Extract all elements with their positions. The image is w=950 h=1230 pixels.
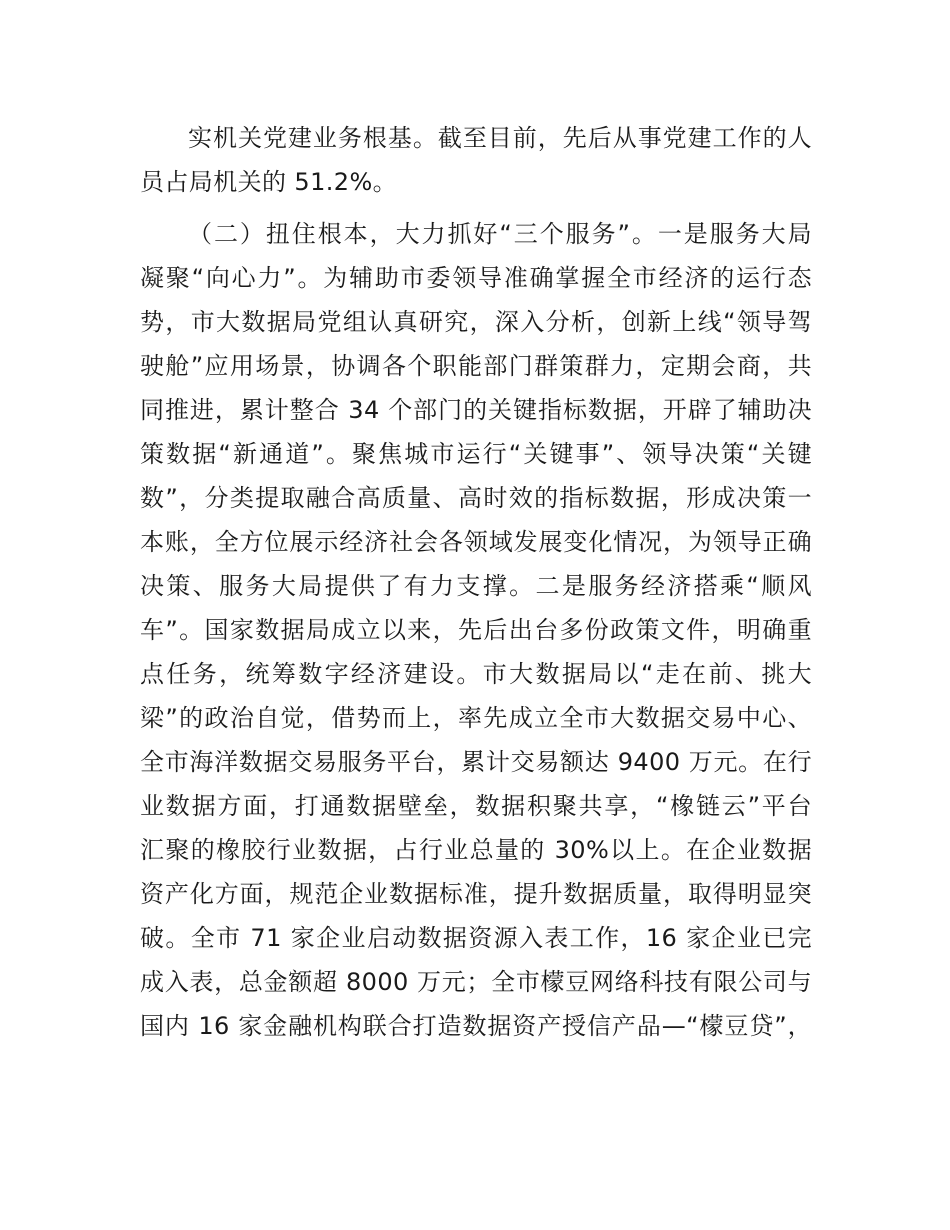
paragraph-line: 驶舱”应用场景，协调各个职能部门群策群力，定期会商，共 xyxy=(140,352,812,380)
paragraph-2 xyxy=(140,212,812,1048)
paragraph-line: 业数据方面，打通数据壁垒，数据积聚共享，“橡链云”平台 xyxy=(140,792,812,820)
paragraph-line: 成入表，总金额超 8000 万元；全市檬豆网络科技有限公司与 xyxy=(140,968,812,996)
paragraph-line: 破。全市 71 家企业启动数据资源入表工作，16 家企业已完 xyxy=(140,924,812,952)
paragraph-line: 员占局机关的 51.2%。 xyxy=(140,168,398,196)
paragraph-line: 同推进，累计整合 34 个部门的关键指标数据，开辟了辅助决 xyxy=(140,396,812,424)
paragraph-line: 汇聚的橡胶行业数据，占行业总量的 30%以上。在企业数据 xyxy=(140,836,812,864)
paragraph-line: 全市海洋数据交易服务平台，累计交易额达 9400 万元。在行 xyxy=(140,748,812,776)
paragraph-line: 点任务，统筹数字经济建设。市大数据局以“走在前、挑大 xyxy=(140,660,812,688)
paragraph-line: 国内 16 家金融机构联合打造数据资产授信产品—“檬豆贷”， xyxy=(140,1012,812,1040)
paragraph-line: 梁”的政治自觉，借势而上，率先成立全市大数据交易中心、 xyxy=(140,704,812,732)
paragraph-1 xyxy=(140,116,812,204)
paragraph-line: 车”。国家数据局成立以来，先后出台多份政策文件，明确重 xyxy=(140,616,812,644)
paragraph-line: 势，市大数据局党组认真研究，深入分析，创新上线“领导驾 xyxy=(140,308,812,336)
paragraph-line: 实机关党建业务根基。截至目前，先后从事党建工作的人 xyxy=(188,124,812,152)
paragraph-line: 策数据“新通道”。聚焦城市运行“关键事”、领导决策“关键 xyxy=(140,440,812,468)
paragraph-line: 决策、服务大局提供了有力支撑。二是服务经济搭乘“顺风 xyxy=(140,572,812,600)
paragraph-line: 资产化方面，规范企业数据标准，提升数据质量，取得明显突 xyxy=(140,880,812,908)
paragraph-line: 凝聚“向心力”。为辅助市委领导准确掌握全市经济的运行态 xyxy=(140,264,812,292)
paragraph-line: 数”，分类提取融合高质量、高时效的指标数据，形成决策一 xyxy=(140,484,812,512)
paragraph-line: 本账，全方位展示经济社会各领域发展变化情况，为领导正确 xyxy=(140,528,812,556)
paragraph-line: （二）扭住根本，大力抓好“三个服务”。一是服务大局 xyxy=(188,220,812,248)
